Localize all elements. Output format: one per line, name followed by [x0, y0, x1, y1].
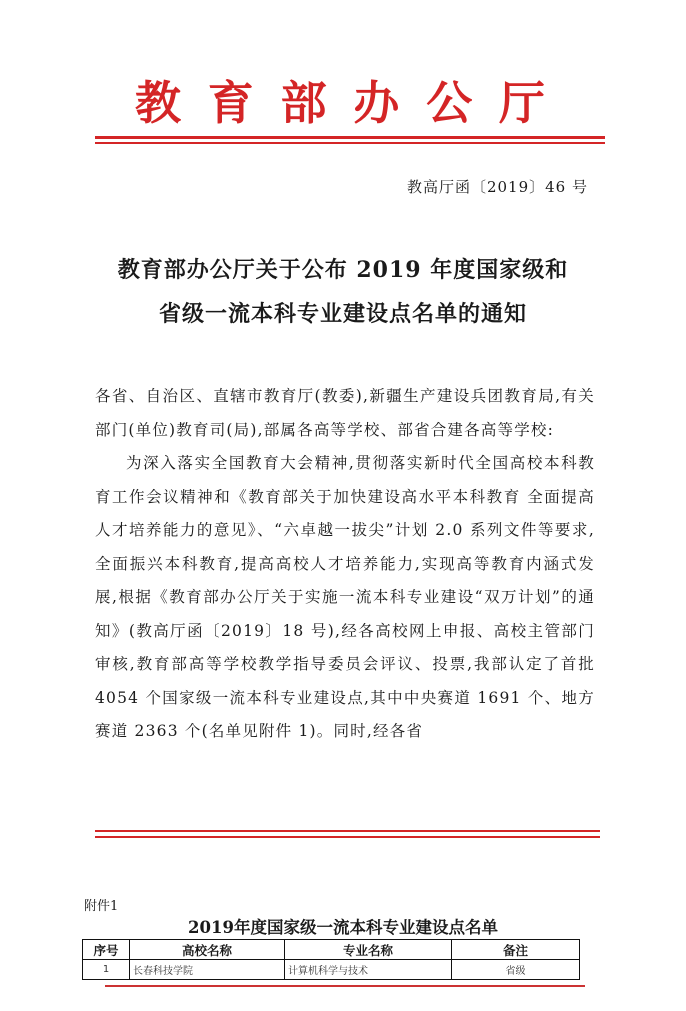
table-header-row [83, 940, 580, 960]
issuer-char: 厅 [498, 76, 545, 130]
attachment-title: 2019年度国家级一流本科专业建设点名单 [188, 918, 498, 937]
cell-note: 省级 [452, 960, 580, 980]
row-underline [105, 985, 585, 987]
addressee: 各省、自治区、直辖市教育厅(教委),新疆生产建设兵团教育局,有关部门(单位)教育司(局),部属各高等学校、部省合建各高等学校: [95, 387, 595, 439]
column-header: 高校名称 [130, 940, 285, 960]
document-number: 教高厅函〔2019〕46 号 [406, 178, 588, 196]
issuer-char: 部 [280, 76, 327, 130]
page-break-rule-top [95, 830, 600, 832]
column-header: 备注 [452, 940, 580, 960]
header-rule-top [95, 136, 605, 139]
table-row [83, 960, 580, 980]
issuer-char: 办 [353, 76, 400, 130]
document-body [95, 380, 595, 749]
issuer-header [95, 68, 585, 138]
header-rule-bottom [95, 142, 605, 144]
page-break-rule-bottom [95, 836, 600, 838]
issuer-char: 育 [207, 76, 254, 130]
attachment-table [82, 939, 580, 980]
column-header: 专业名称 [285, 940, 452, 960]
body-paragraph: 为深入落实全国教育大会精神,贯彻落实新时代全国高校本科教育工作会议精神和《教育部关于加快建设高水平本科教育 全面提高人才培养能力的意见》、“六卓越一拔尖”计划 2.0 系列文件等要求,全面振兴本科教育,提高高校人才培养能力,实现高等教育内涵式发展,根据《教育部办公厅关于实施一流本科专业建设“双万计划”的通知》(教高厅函〔2019〕18 号),经各高校网上申报、高校主管部门审核,教育部高等学校教学指导委员会评议、投票,我部认定了首批 4054 个国家级一流本科专业建设点,其中中央赛道 1691 个、地方赛道 2363 个(名单见附件 1)。同时,经各省 [95, 454, 595, 740]
issuer-char: 教 [135, 76, 181, 130]
column-header: 序号 [83, 940, 130, 960]
cell-major: 计算机科学与技术 [285, 960, 452, 980]
document-title-line-2: 省级一流本科专业建设点名单的通知 [158, 301, 527, 327]
cell-university: 长春科技学院 [130, 960, 285, 980]
issuer-char: 公 [426, 76, 473, 130]
cell-no: 1 [83, 960, 130, 980]
attachment-label: 附件1 [84, 899, 119, 914]
document-title-line-1: 教育部办公厅关于公布 2019 年度国家级和 [117, 257, 569, 283]
